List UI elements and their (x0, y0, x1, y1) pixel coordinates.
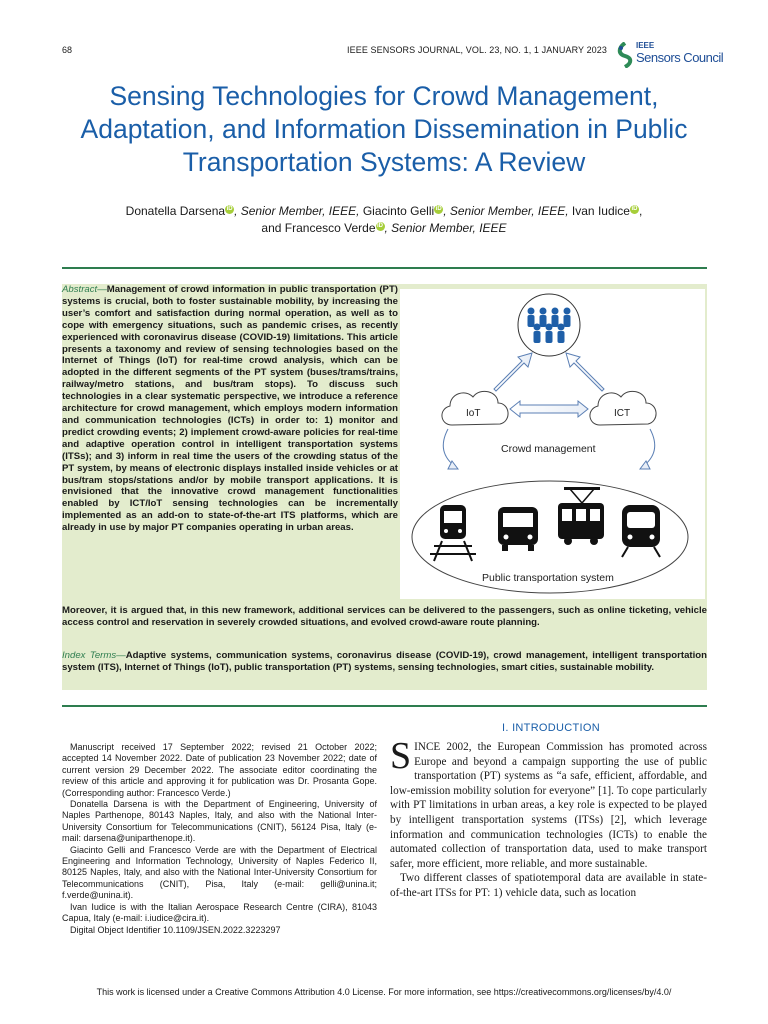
arrow-iot-ict (510, 401, 588, 417)
orcid-icon[interactable]: iD (377, 223, 383, 229)
crowd-management-label: Crowd management (501, 443, 596, 455)
top-divider (62, 267, 707, 269)
orcid-icon[interactable]: iD (226, 206, 233, 212)
footnote-darsena: Donatella Darsena is with the Department of Engineering, University of Naples Parthenope, 80143 Naples, Italy, and also with the National Inter-University Consortium for Telecommunications (CNIT), 56124 Pisa, Italy (e-mail: darsena@uniparthenope.it). (62, 799, 377, 844)
sensors-council-logo (616, 41, 724, 70)
author-separator: , (638, 204, 643, 218)
paper-title: Sensing Technologies for Crowd Management, Adaptation, and Information Dissemination in Public Transportation Systems: A Review (80, 81, 688, 177)
author-name: and Francesco Verde (261, 221, 376, 235)
author-name: Ivan Iudice (571, 204, 630, 218)
intro-p1-text: INCE 2002, the European Commission has promoted across Europe and beyond a campaign supporting the use of public transportation (PT) systems as “a safe, efficient, affordable, and low-emission mobility solution for everyone” [1]. To cope particularly with PT limitations in urban areas, a key role is expected to be played by intelligent transportation systems (ITSs) [2], which leverage information and communication technologies (ICTs) to enable the automated collection of transportation data, used to make transport safer, more efficient, more reliable, and more sustainable. (390, 741, 707, 870)
intro-paragraph-2: Two different classes of spatiotemporal data are available in state-of-the-art ITSs for PT: 1) vehicle data, such as location (390, 872, 707, 899)
abstract-text (62, 284, 398, 534)
logo-line1: IEEE (636, 41, 655, 50)
logo-line2: Sensors Council (636, 50, 724, 65)
iot-label: IoT (466, 408, 481, 419)
abstract-label: Abstract— (62, 284, 107, 295)
abstract-continuation: Moreover, it is argued that, in this new framework, additional services can be delivered to the passengers, such as online ticketing, vehicle access control and reservation in severely crowded situations, and evolved crowd-aware route planning. (62, 605, 707, 628)
curve-right-arrowhead (640, 461, 650, 469)
bus-icon (498, 507, 538, 551)
curve-left-arrow (443, 429, 456, 467)
author-name: Giacinto Gelli (362, 204, 435, 218)
ict-label: ICT (614, 408, 631, 419)
page-number: 68 (62, 45, 73, 55)
orcid-icon[interactable]: iD (435, 206, 442, 212)
figure-svg (400, 289, 705, 599)
footnote-manuscript: Manuscript received 17 September 2022; revised 21 October 2022; accepted 14 November 2022. Date of publication 23 November 2022; date of current version 29 December 2022. The associate editor coordinating the review of this article and approving it for publication was Dr. Prosanta Gope. (Corresponding author: Francesco Verde.) (62, 742, 377, 798)
dropcap: S (390, 735, 412, 777)
author-role: , Senior Member, IEEE, (443, 204, 569, 218)
orcid-icon[interactable]: iD (631, 206, 638, 212)
pt-system-label: Public transportation system (482, 572, 614, 584)
journal-header: IEEE SENSORS JOURNAL, VOL. 23, NO. 1, 1 JANUARY 2023 (347, 45, 607, 55)
footnotes (62, 742, 377, 936)
footnote-gelli-verde: Giacinto Gelli and Francesco Verde are with the Department of Electrical Engineering and Information Technology, University of Naples Federico II, 80125 Naples, Italy, and also with the National Inter-University Consortium for Telecommunications (CNIT), Pisa, Italy (e-mail: gelli@unina.it; f.verde@unina.it). (62, 844, 377, 901)
bottom-divider (62, 705, 707, 707)
author-name: Donatella Darsena (125, 204, 226, 218)
sensors-council-emblem-icon (616, 42, 634, 68)
intro-paragraph-1 (390, 735, 707, 871)
abstract-body: Management of crowd information in public transportation (PT) systems is crucial, both to foster sustainable mobility, by increasing the user’s comfort and satisfaction during normal operation, as well as to cope with emergency situations, such as pandemic crises, as recently experienced with coronavirus disease (COVID-19) limitations. This article presents a taxonomy and review of sensing technologies based on the Internet of Things (IoT) for real-time crowd analysis, which can be adopted in the different segments of the PT system (buses/trams/trains, railway/metro stations, and bus/tram stops). To discuss such technologies in a clear systematic perspective, we introduce a reference architecture for crowd management, which employs modern information and communication technologies (ICTs) in order to: 1) monitor and predict crowding events; 2) implement crowd-aware policies for real-time and adaptive operation control in intelligent transportation systems (ITSs); and 3) inform in real time the users of the crowding status of the PT system, by means of electronic displays installed inside vehicles or at bus/tram stops/stations and/or by mobile transport applications. It is envisioned that the innovative crowd management functionalities enabled by ICT/IoT sensing technologies can be incrementally implemented as an add-on to state-of-the-art ITS platforms, which are already in use by major PT companies operating in urban areas. (62, 284, 398, 534)
index-terms-body: Adaptive systems, communication systems, coronavirus disease (COVID-19), crowd management, intelligent transportation system (ITS), Internet of Things (IoT), public transportation (PT) systems, sensing technologies, smart cities, sustainable mobility. (62, 650, 707, 673)
license-notice: This work is licensed under a Creative Commons Attribution 4.0 License. For more information, see https://creativecommons.org/licenses/by/4.0/ (96, 987, 672, 997)
footnote-iudice: Ivan Iudice is with the Italian Aerospace Research Centre (CIRA), 81043 Capua, Italy (e-mail: i.iudice@cira.it). (62, 901, 377, 924)
arrow-ict-to-crowd (566, 353, 604, 391)
intro-body (390, 735, 707, 901)
index-terms (62, 650, 707, 674)
section-heading: I. INTRODUCTION (502, 722, 600, 734)
index-terms-label: Index Terms— (62, 650, 126, 661)
footnote-doi: Digital Object Identifier 10.1109/JSEN.2022.3223297 (70, 924, 281, 935)
author-role: , Senior Member, IEEE, (234, 204, 360, 218)
author-role: , Senior Member, IEEE (384, 221, 507, 235)
arrow-iot-to-crowd (494, 353, 532, 391)
curve-left-arrowhead (448, 461, 458, 469)
crowd-management-figure (400, 289, 705, 599)
curve-right-arrow (642, 429, 655, 467)
author-list (40, 203, 728, 237)
